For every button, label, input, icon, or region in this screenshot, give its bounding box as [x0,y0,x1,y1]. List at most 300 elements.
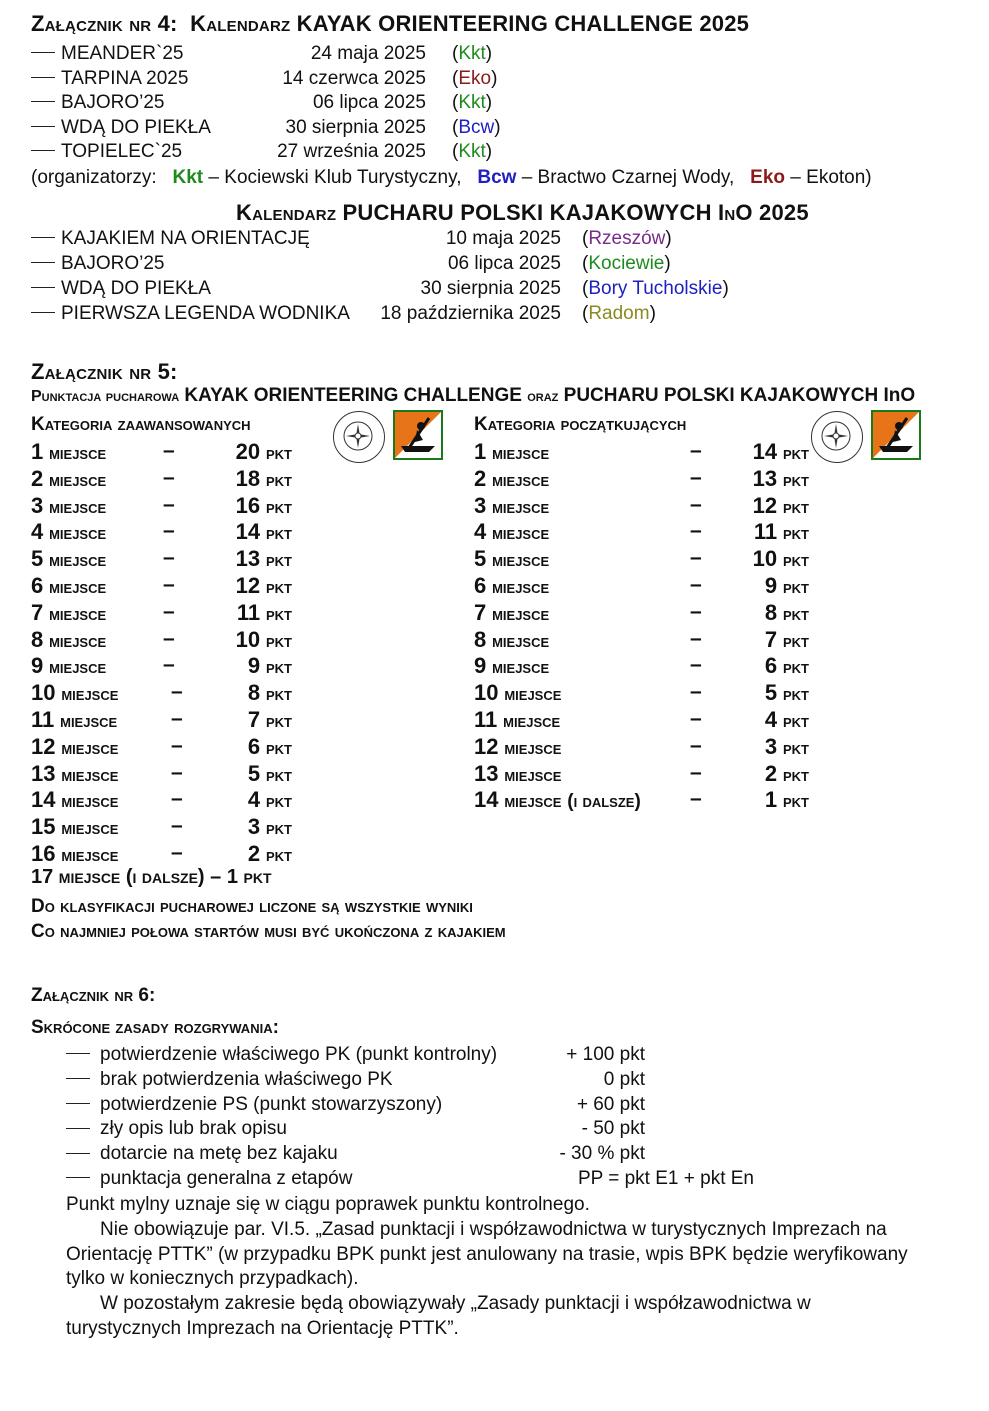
rule-row [66,1118,287,1140]
place-suffix: (i dalsze) [567,791,641,813]
place-label [474,493,549,519]
att4-title [31,11,749,37]
cup-event-place-name: Radom [588,303,650,324]
place-number: 3 [474,492,487,518]
place-label [474,734,561,760]
place-number: 6 [31,573,44,598]
place-number: 12 [474,733,499,759]
place-word: miejsce [503,711,561,732]
place-number: 7 [474,599,487,625]
points-word: pkt [783,523,809,545]
rule-row [66,1069,393,1091]
place-label [31,627,106,653]
event-organizer: (Bcw) [452,116,501,138]
points-value [765,787,809,813]
place-word: miejsce [492,577,550,598]
subtitle-c: oraz [527,388,559,405]
place-label [31,761,118,787]
org-bcw: Bcw [477,167,517,188]
place-word: miejsce [49,603,107,625]
points-dash: – [690,492,702,516]
points-word: pkt [266,684,292,706]
place-label [474,519,549,545]
points-dash: – [171,707,183,730]
cup-event-place: (Bory Tucholskie) [582,278,729,299]
points-dash: – [690,680,702,704]
points-word: pkt [783,469,809,491]
rule-row [66,1143,338,1165]
points-dash: – [171,733,183,757]
points-number: 5 [247,760,261,786]
rule-value: - 30 % pkt [559,1143,645,1165]
place-label [31,439,106,465]
cup-title: Kalendarz PUCHARU POLSKI KAJAKOWYCH InO 2025 [236,200,809,225]
points-word: pkt [266,523,292,545]
points-number: 11 [753,519,778,545]
place-number: 7 [31,599,44,625]
rule-row [66,1044,497,1066]
event-organizer-code: Bcw [458,116,495,138]
cup-event-place-name: Rzeszów [588,228,666,249]
points-value [765,573,809,599]
adv-last-place: 17 miejsce (i dalsze) – 1 pkt [31,866,272,888]
event-date: 14 czerwca 2025 [282,67,426,89]
points-value [765,627,809,653]
points-dash: – [163,546,175,570]
points-word: pkt [783,737,809,759]
place-number: 8 [31,626,44,652]
points-value [765,761,809,787]
points-number: 11 [236,599,261,625]
points-number: 10 [235,626,261,652]
points-word: pkt [783,443,809,464]
points-dash: – [690,573,702,596]
cup-event-row [31,278,211,300]
place-label [31,841,118,867]
place-word: miejsce [492,496,550,518]
place-number: 5 [474,546,487,572]
points-word: pkt [783,764,809,786]
points-number: 7 [764,626,778,652]
event-name: MEANDER`25 [61,43,184,64]
points-dash: – [163,653,175,677]
place-word: miejsce [492,603,550,625]
event-date: 30 sierpnia 2025 [285,116,426,138]
points-value [765,600,809,626]
place-label [31,600,106,626]
points-dash: – [690,787,702,811]
points-number: 12 [235,573,261,598]
att6-subtitle: Skrócone zasady rozgrywania: [31,1017,279,1038]
points-number: 9 [764,573,778,598]
event-row [31,92,164,114]
place-word: miejsce [61,737,119,759]
org-eko-desc: – Ekoton) [790,167,872,188]
rule-text: potwierdzenie właściwego PK (punkt kontrolny) [100,1044,498,1065]
points-value [236,627,292,653]
points-number: 13 [235,546,261,572]
dash-marker [31,101,55,102]
beg-category-title: Kategoria początkujących [474,414,687,435]
cup-event-place: (Kociewie) [582,253,671,274]
points-word: pkt [266,577,292,598]
points-number: 2 [247,841,261,866]
place-number: 2 [474,465,487,491]
dash-marker [66,1053,90,1054]
points-value [236,439,292,465]
place-number: 16 [31,841,56,866]
points-word: pkt [783,577,809,598]
rule-value: PP = pkt E1 + pkt En [577,1168,754,1189]
points-word: pkt [266,737,292,759]
cup-event-place: (Radom) [582,303,656,324]
place-word: miejsce [61,791,119,813]
place-word: miejsce [49,443,107,464]
points-value [236,466,292,492]
points-dash: – [171,814,183,838]
dash-marker [66,1128,90,1129]
place-word: miejsce [49,469,107,491]
place-word: miejsce [492,523,550,545]
points-number: 14 [235,519,261,545]
cup-event-name: PIERWSZA LEGENDA WODNIKA [61,303,350,324]
place-word: miejsce [60,711,118,732]
att6-title: Załącznik nr 6: [31,985,156,1006]
place-number: 11 [31,707,55,732]
points-number: 1 [764,787,778,813]
points-number: 10 [752,546,778,572]
points-word: pkt [266,496,292,518]
org-eko: Eko [750,167,786,188]
points-dash: – [163,439,175,462]
points-dash: – [163,519,175,543]
points-number: 16 [235,492,261,518]
points-dash: – [690,599,702,623]
place-label [474,439,549,465]
rule-value: + 60 pkt [576,1093,645,1115]
points-dash: – [690,546,702,570]
points-dash: – [690,465,702,489]
points-word: pkt [783,711,809,732]
kayak-orienteering-seal-icon-2 [811,411,863,463]
points-word: pkt [783,657,809,679]
points-dash: – [171,787,183,811]
place-word: miejsce [49,630,107,652]
rule-paragraph-3-line2: turystycznych Imprezach na Orientację PTTK”. [66,1318,459,1339]
place-number: 9 [474,653,487,679]
event-row [31,68,188,90]
place-number: 14 [31,787,56,813]
place-label [474,680,561,706]
place-label [31,680,118,706]
subtitle-b: KAYAK ORIENTEERING CHALLENGE [184,385,522,406]
att4-title-text: Kalendarz KAYAK ORIENTEERING CHALLENGE 2025 [190,11,750,36]
points-word: pkt [783,684,809,706]
place-label [31,493,106,519]
points-dash: – [690,653,702,677]
points-word: pkt [783,496,809,518]
place-label [474,787,641,813]
place-number: 12 [31,733,56,759]
event-date: 24 maja 2025 [310,43,426,64]
place-label [31,734,118,760]
cup-event-date: 30 sierpnia 2025 [420,278,561,299]
points-value [765,653,809,679]
rule-text: punktacja generalna z etapów [100,1168,353,1189]
place-word: miejsce [492,443,550,464]
att5-subtitle [31,385,915,407]
points-value [236,573,292,599]
kayak-flag-icon [393,410,443,460]
points-dash: – [171,680,183,704]
place-number: 10 [474,680,499,706]
place-number: 15 [31,814,56,840]
points-value [248,707,292,733]
place-label [474,707,560,733]
org-prefix: (organizatorzy: [31,167,157,188]
points-word: pkt [266,845,292,866]
kayak-orienteering-seal-icon [333,411,385,463]
org-bcw-desc: – Bractwo Czarnej Wody, [521,167,735,188]
place-word: miejsce [61,684,119,706]
points-number: 2 [764,760,778,786]
place-label [31,466,106,492]
att4-title-label: Załącznik nr 4: [31,11,178,36]
dash-marker [31,150,55,151]
subtitle-d: PUCHARU POLSKI KAJAKOWYCH InO [563,385,916,406]
event-date: 27 września 2025 [277,141,426,162]
points-word: pkt [266,630,292,652]
points-value [753,493,809,519]
cup-event-place: (Rzeszów) [582,228,672,249]
points-number: 20 [235,439,261,464]
points-dash: – [163,492,175,516]
event-organizer-code: Kkt [458,43,486,64]
points-number: 8 [247,680,261,706]
dash-marker [66,1153,90,1154]
points-word: pkt [266,764,292,786]
dash-marker [31,287,55,288]
note-half-starts: Co najmniej połowa startów musi być ukończona z kajakiem [31,921,506,942]
place-number: 13 [31,760,56,786]
cup-event-place-name: Bory Tucholskie [588,278,723,299]
points-value [248,787,292,813]
place-number: 11 [474,707,498,732]
event-name: TARPINA 2025 [61,67,189,89]
event-name: TOPIELEC`25 [61,141,183,162]
points-value [248,734,292,760]
points-number: 3 [247,814,261,840]
place-number: 1 [474,439,487,464]
rule-value: + 100 pkt [566,1044,645,1065]
adv-category-title: Kategoria zaawansowanych [31,414,251,435]
place-number: 9 [31,653,44,679]
points-number: 6 [764,653,778,679]
rule-text: potwierdzenie PS (punkt stowarzyszony) [100,1093,443,1115]
event-organizer: (Kkt) [452,141,493,162]
points-value [754,519,809,545]
place-label [31,814,118,840]
kayak-flag-icon-2 [871,410,921,460]
place-word: miejsce [49,496,107,518]
points-number: 6 [247,733,261,759]
event-organizer-code: Kkt [458,92,486,113]
event-organizer-code: Kkt [458,141,486,162]
subtitle-a: Punktacja pucharowa [31,388,180,405]
rule-row [66,1094,442,1116]
cup-event-row [31,253,164,275]
points-number: 3 [764,733,778,759]
place-label [474,761,561,787]
place-word: miejsce [492,550,550,572]
dash-marker [66,1103,90,1104]
organizers-line [31,167,872,189]
rule-value: 0 pkt [603,1068,645,1090]
points-number: 12 [752,492,778,518]
points-value [248,841,292,867]
note-all-results: Do klasyfikacji pucharowej liczone są wszystkie wyniki [31,896,473,917]
place-number: 4 [474,519,487,545]
points-number: 5 [764,680,778,706]
place-word: miejsce [492,630,550,652]
rule-text: zły opis lub brak opisu [100,1118,287,1140]
rule-paragraph-3-line1: W pozostałym zakresie będą obowiązywały „Zasady punktacji i współzawodnictwa w [100,1293,811,1314]
dash-marker [31,262,55,263]
points-dash: – [690,760,702,784]
event-name: BAJORO’25 [61,92,165,113]
points-number: 9 [247,653,261,679]
event-row [31,117,211,139]
points-dash: – [690,733,702,757]
points-number: 8 [764,599,778,625]
place-label [31,573,106,599]
points-number: 18 [235,465,261,491]
cup-event-row [31,303,350,325]
place-label [31,653,106,679]
cup-event-place-name: Kociewie [588,253,665,274]
event-organizer: (Eko) [452,67,498,89]
place-word: miejsce [492,469,550,491]
place-number: 1 [31,439,44,464]
points-word: pkt [783,550,809,572]
place-label [474,573,549,599]
place-number: 14 [474,787,499,813]
points-value [236,546,292,572]
points-dash: – [690,519,702,543]
place-word: miejsce [61,764,119,786]
place-label [474,466,549,492]
points-word: pkt [266,550,292,572]
points-number: 14 [752,439,778,464]
place-word: miejsce [504,737,562,759]
points-dash: – [163,599,175,623]
points-word: pkt [266,711,292,732]
points-number: 7 [247,707,261,732]
points-dash: – [163,626,175,650]
org-kkt: Kkt [172,167,204,188]
place-number: 8 [474,626,487,652]
place-word: miejsce [49,657,107,679]
points-value [236,493,292,519]
rule-row [66,1168,352,1190]
points-value [765,707,809,733]
points-dash: – [690,707,702,730]
rule-paragraph-2-line1: Nie obowiązuje par. VI.5. „Zasad punktacji i współzawodnictwa w turystycznych Imprezach na [100,1219,887,1240]
place-word: miejsce [61,845,119,866]
points-value [753,439,809,465]
points-word: pkt [266,818,292,840]
points-value [248,653,292,679]
points-word: pkt [266,657,292,679]
event-date: 06 lipca 2025 [312,92,426,113]
place-word: miejsce [49,550,107,572]
points-dash: – [171,841,183,864]
place-number: 5 [31,546,44,572]
cup-event-date: 10 maja 2025 [445,228,561,249]
place-label [31,546,106,572]
event-organizer-code: Eko [458,67,492,89]
place-word: miejsce [504,684,562,706]
cup-event-name: WDĄ DO PIEKŁA [61,278,211,299]
points-word: pkt [266,469,292,491]
event-row [31,43,183,65]
place-label [31,707,117,733]
points-dash: – [163,573,175,596]
points-value [237,600,292,626]
points-word: pkt [783,791,809,813]
dash-marker [66,1078,90,1079]
place-word: miejsce [504,764,562,786]
cup-event-name: BAJORO’25 [61,253,165,274]
place-word: miejsce [49,577,107,598]
points-dash: – [171,760,183,784]
points-dash: – [690,439,702,462]
points-number: 4 [764,707,778,732]
place-number: 6 [474,573,487,598]
place-number: 13 [474,760,499,786]
place-word: miejsce [492,657,550,679]
place-number: 10 [31,680,56,706]
place-word: miejsce [49,523,107,545]
dash-marker [31,77,55,78]
place-word: miejsce [504,791,562,813]
points-value [248,680,292,706]
points-dash: – [690,626,702,650]
rule-text: brak potwierdzenia właściwego PK [100,1068,393,1090]
dash-marker [66,1177,90,1178]
place-label [474,546,549,572]
att5-title: Załącznik nr 5: [31,359,178,384]
dash-marker [31,237,55,238]
points-value [753,546,809,572]
points-value [248,761,292,787]
cup-event-name: KAJAKIEM NA ORIENTACJĘ [61,228,310,249]
points-value [753,466,809,492]
points-dash: – [163,465,175,489]
points-word: pkt [783,630,809,652]
points-value [236,519,292,545]
place-number: 4 [31,519,44,545]
points-word: pkt [266,791,292,813]
dash-marker [31,312,55,313]
place-label [31,787,118,813]
event-organizer: (Kkt) [452,92,493,113]
points-value [765,680,809,706]
rule-value: - 50 pkt [581,1118,645,1140]
rule-paragraph-2-line3: tylko w koniecznych przypadkach). [66,1268,359,1289]
place-number: 3 [31,492,44,518]
place-label [31,519,106,545]
